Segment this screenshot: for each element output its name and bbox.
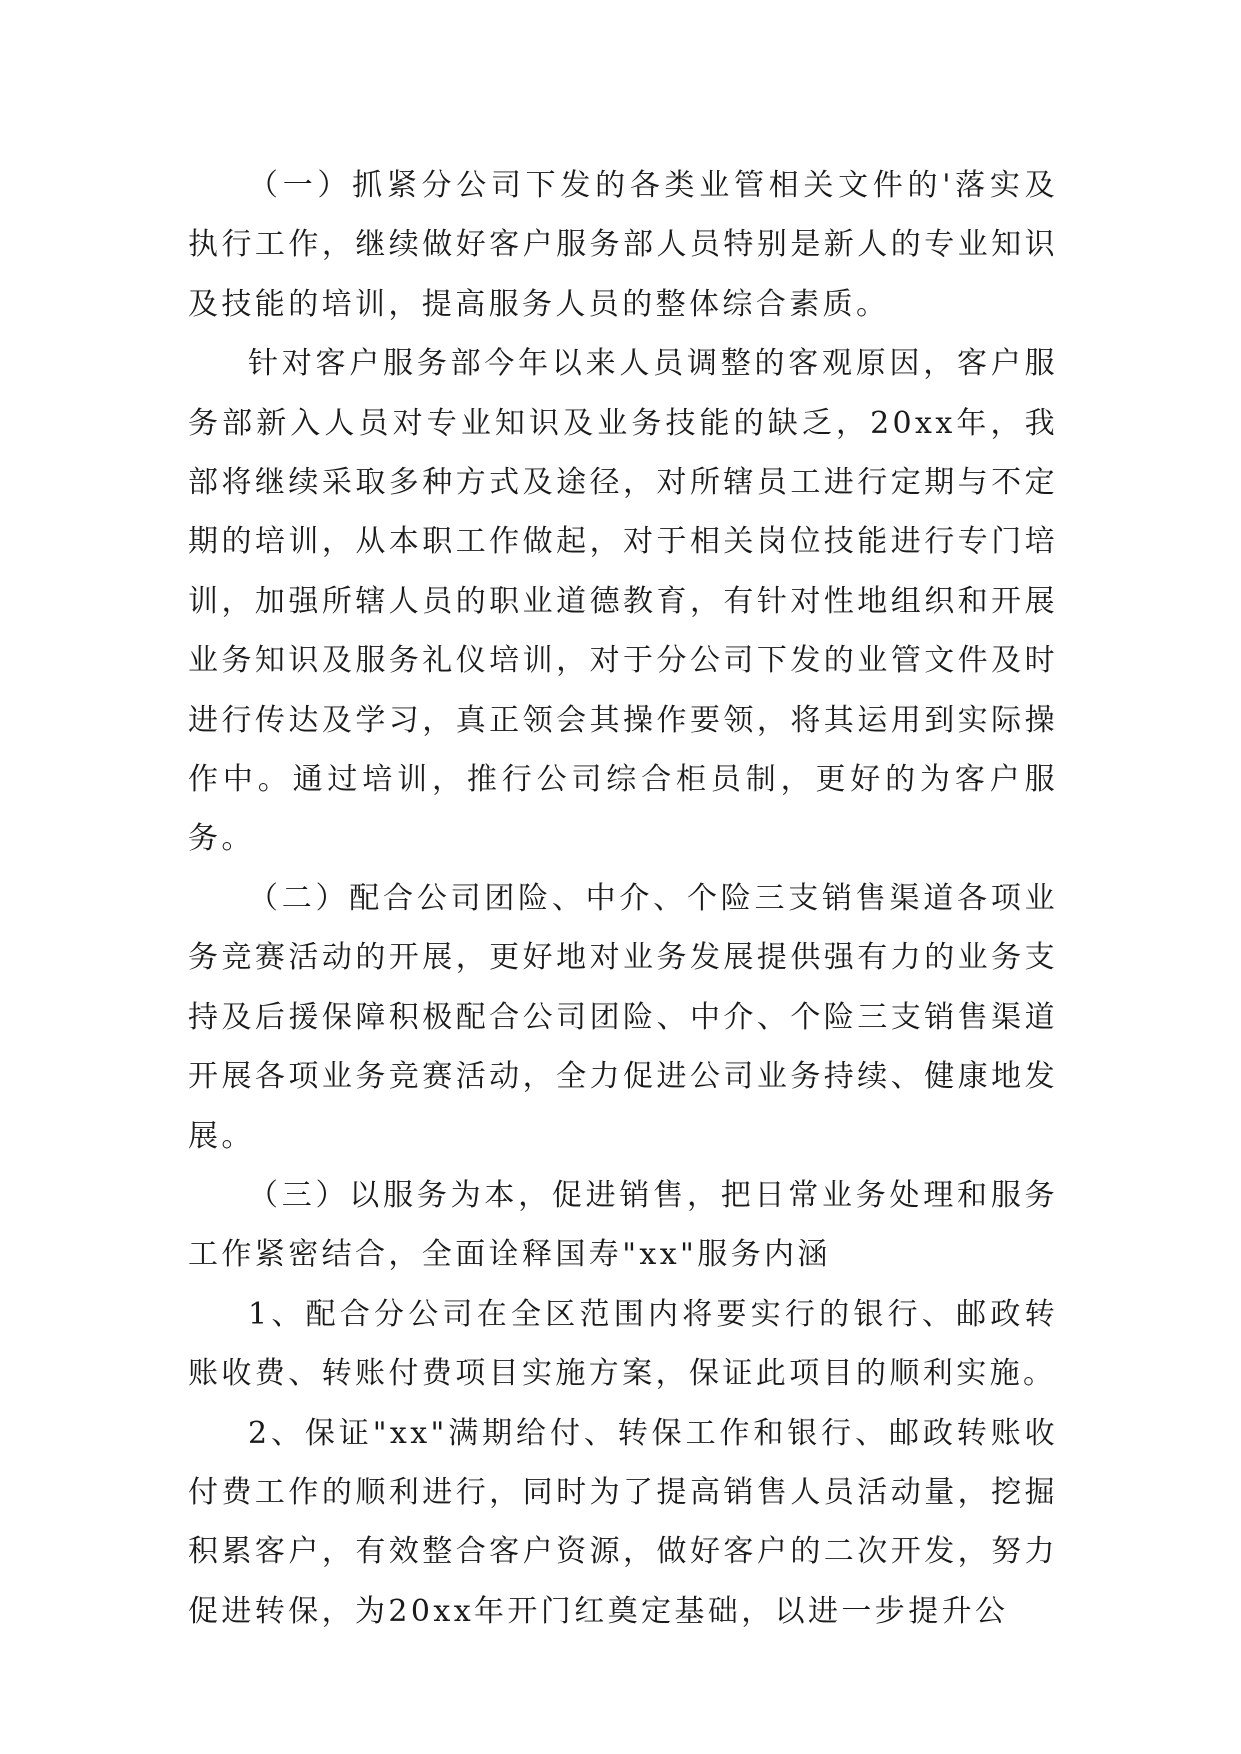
paragraph-5: 1、配合分公司在全区范围内将要实行的银行、邮政转账收费、转账付费项目实施方案，保证此项目的顺利实施。 (188, 1296, 1058, 1392)
paragraph-4: （三）以服务为本，促进销售，把日常业务处理和服务工作紧密结合，全面诠释国寿"xx"服务内涵 (188, 1177, 1058, 1273)
paragraph-2: 针对客户服务部今年以来人员调整的客观原因，客户服务部新入人员对专业知识及业务技能的缺乏，20xx年，我部将继续采取多种方式及途径，对所辖员工进行定期与不定期的培训，从本职工作做起，对于相关岗位技能进行专门培训，加强所辖人员的职业道德教育，有针对性地组织和开展业务知识及服务礼仪培训，对于分公司下发的业管文件及时进行传达及学习，真正领会其操作要领，将其运用到实际操作中。通过培训，推行公司综合柜员制，更好的为客户服务。 (188, 346, 1058, 857)
paragraph-3: （二）配合公司团险、中介、个险三支销售渠道各项业务竞赛活动的开展，更好地对业务发展提供强有力的业务支持及后援保障积极配合公司团险、中介、个险三支销售渠道开展各项业务竞赛活动，全力促进公司业务持续、健康地发展。 (188, 880, 1058, 1154)
document-body (188, 156, 1058, 1641)
paragraph-6: 2、保证"xx"满期给付、转保工作和银行、邮政转账收付费工作的顺利进行，同时为了提高销售人员活动量，挖掘积累客户，有效整合客户资源，做好客户的二次开发，努力促进转保，为20xx年开门红奠定基础，以进一步提升公 (188, 1415, 1058, 1629)
paragraph-1: （一）抓紧分公司下发的各类业管相关文件的'落实及执行工作，继续做好客户服务部人员特别是新人的专业知识及技能的培训，提高服务人员的整体综合素质。 (188, 168, 1058, 322)
